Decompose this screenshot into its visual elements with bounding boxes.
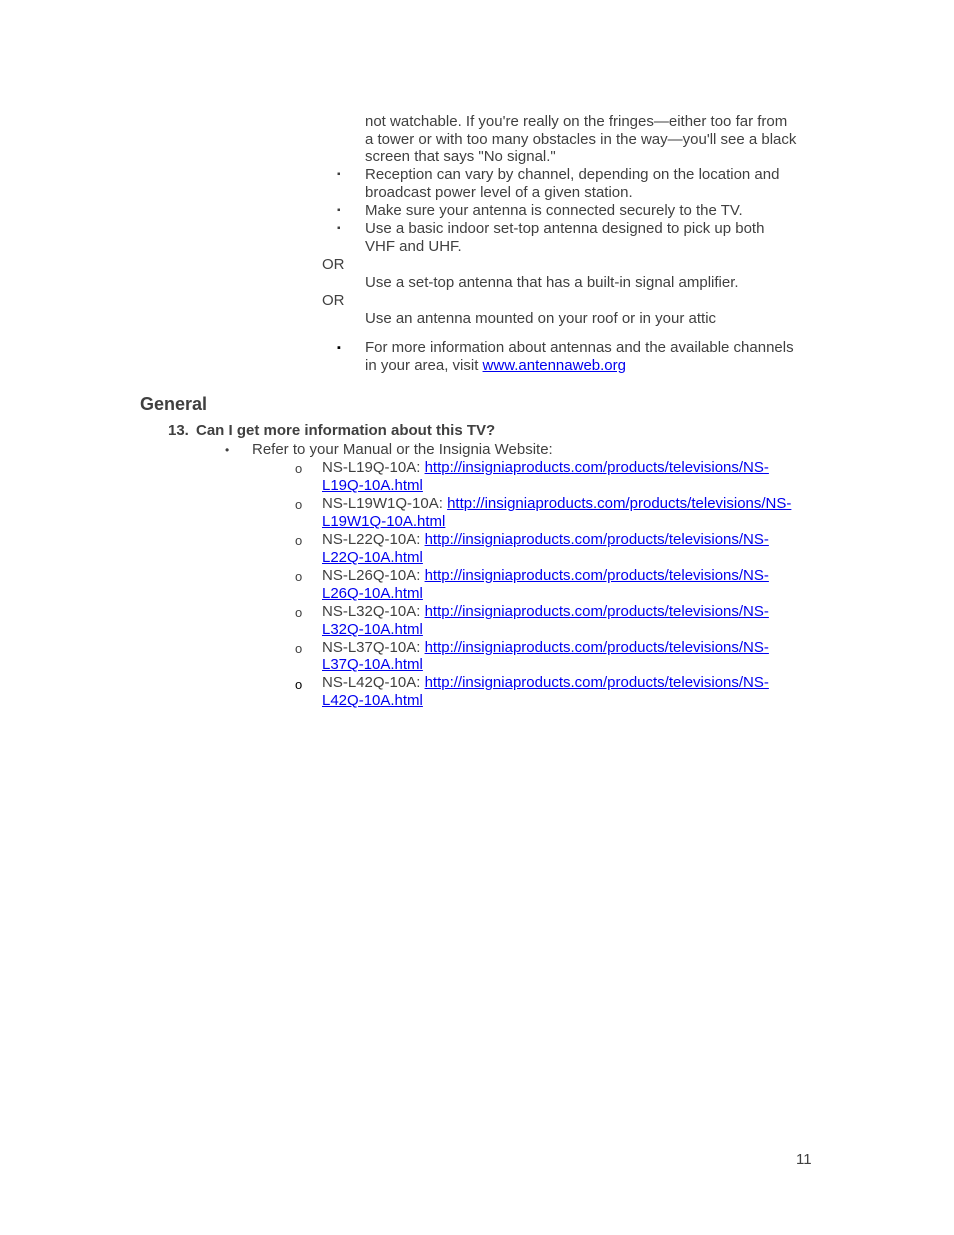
bullet-marker: ▪: [337, 169, 341, 180]
list-marker: o: [295, 569, 303, 584]
bullet-text: Reception can vary by channel, depending on the location and: [365, 166, 780, 183]
model-line: [322, 495, 791, 513]
more-info-prefix: in your area, visit: [365, 357, 483, 374]
model-line: [322, 656, 423, 674]
more-info-text: [365, 357, 626, 375]
model-label: NS-L19W1Q-10A:: [322, 495, 443, 512]
model-label: NS-L37Q-10A:: [322, 639, 421, 656]
alternative-text: Use a set-top antenna that has a built-in signal amplifier.: [365, 274, 739, 291]
model-label: NS-L19Q-10A:: [322, 459, 421, 476]
intro-line-1: not watchable. If you're really on the fringes—either too far from: [365, 113, 788, 130]
bullet-marker: ▪: [337, 205, 341, 216]
bullet-marker: •: [225, 443, 230, 457]
model-url[interactable]: http://insigniaproducts.com/products/televisions/NS-: [424, 603, 769, 620]
model-url[interactable]: http://insigniaproducts.com/products/televisions/NS-: [424, 674, 769, 691]
model-label: NS-L22Q-10A:: [322, 531, 421, 548]
model-line: [322, 603, 769, 621]
question-text: Can I get more information about this TV?: [196, 422, 496, 439]
model-label: NS-L32Q-10A:: [322, 603, 421, 620]
bullet-marker: ▪: [337, 223, 341, 234]
list-marker: o: [295, 605, 303, 620]
intro-line-3: screen that says "No signal.": [365, 148, 556, 165]
antennaweb-link[interactable]: www.antennaweb.org: [482, 357, 626, 374]
model-line: [322, 513, 445, 531]
section-title: General: [140, 394, 208, 414]
model-line: [322, 477, 423, 495]
model-url[interactable]: http://insigniaproducts.com/products/televisions/NS-: [424, 567, 769, 584]
model-line: [322, 639, 769, 657]
bullet-text: Use a basic indoor set-top antenna designed to pick up both: [365, 220, 765, 237]
model-line: [322, 692, 423, 710]
bullet-text: VHF and UHF.: [365, 238, 462, 255]
model-url[interactable]: L22Q-10A.html: [322, 549, 423, 566]
refer-text: Refer to your Manual or the Insignia Website:: [252, 441, 553, 458]
model-url[interactable]: L19Q-10A.html: [322, 477, 423, 494]
model-url[interactable]: http://insigniaproducts.com/products/televisions/NS-: [424, 531, 769, 548]
intro-line-2: a tower or with too many obstacles in the way—you'll see a black: [365, 131, 797, 148]
or-label: OR: [322, 256, 345, 273]
model-url[interactable]: L19W1Q-10A.html: [322, 513, 446, 530]
model-line: [322, 585, 423, 603]
model-url[interactable]: http://insigniaproducts.com/products/televisions/NS-: [424, 639, 769, 656]
question-number: 13.: [168, 422, 189, 439]
model-url[interactable]: http://insigniaproducts.com/products/televisions/NS-: [447, 495, 792, 512]
model-line: [322, 549, 423, 567]
bullet-text: broadcast power level of a given station.: [365, 184, 633, 201]
bullet-marker: ▪: [337, 342, 341, 354]
page-number: 11: [796, 1151, 812, 1168]
list-marker: o: [295, 461, 303, 476]
list-marker: o: [295, 641, 303, 656]
list-marker: o: [295, 497, 303, 512]
model-url[interactable]: L37Q-10A.html: [322, 656, 423, 673]
model-label: NS-L26Q-10A:: [322, 567, 421, 584]
list-marker: o: [295, 677, 303, 692]
more-info-text: For more information about antennas and the available channels: [365, 339, 794, 356]
list-marker: o: [295, 533, 303, 548]
model-url[interactable]: L42Q-10A.html: [322, 692, 423, 709]
or-label: OR: [322, 292, 345, 309]
model-line: [322, 531, 769, 549]
bullet-text: Make sure your antenna is connected securely to the TV.: [365, 202, 743, 219]
model-line: [322, 459, 769, 477]
alternative-text: Use an antenna mounted on your roof or in your attic: [365, 310, 717, 327]
model-line: [322, 567, 769, 585]
model-url[interactable]: http://insigniaproducts.com/products/televisions/NS-: [424, 459, 769, 476]
model-url[interactable]: L26Q-10A.html: [322, 585, 423, 602]
model-line: [322, 674, 769, 692]
model-url[interactable]: L32Q-10A.html: [322, 621, 423, 638]
model-label: NS-L42Q-10A:: [322, 674, 421, 691]
model-line: [322, 621, 423, 639]
